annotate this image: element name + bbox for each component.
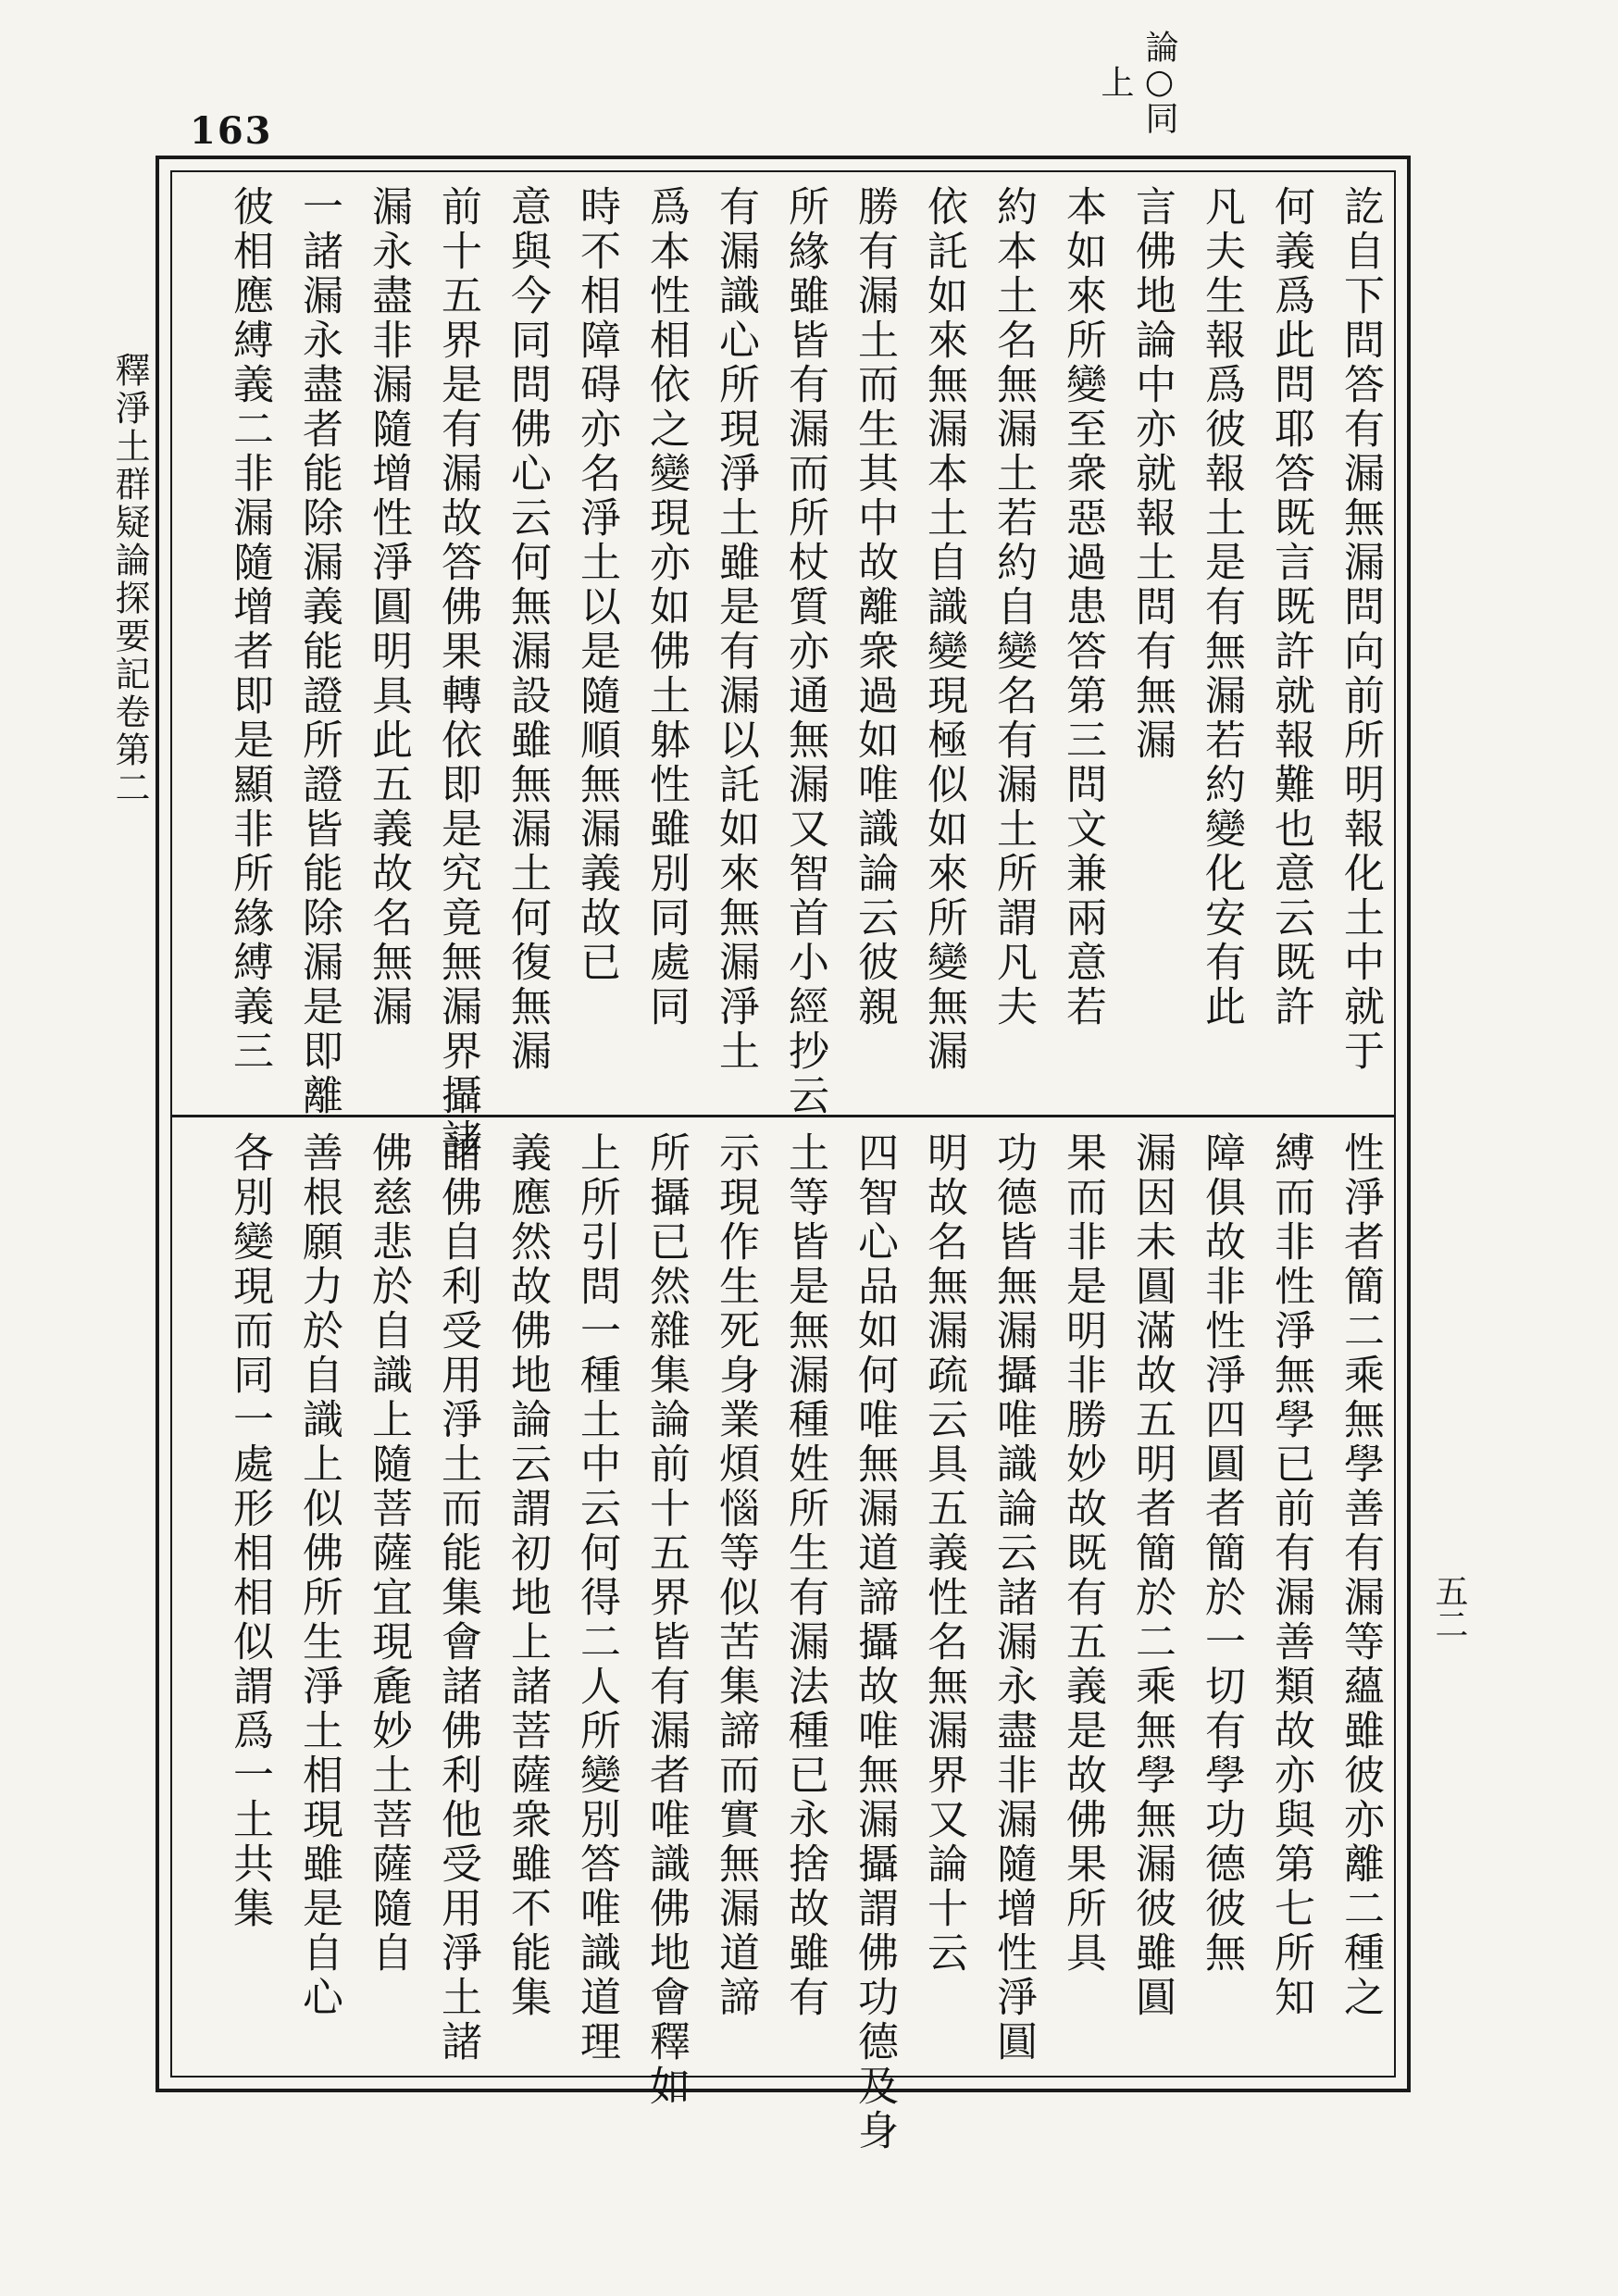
upper-column: 言佛地論中亦就報土問有無漏	[1128, 185, 1176, 763]
upper-column: 意與今同問佛心云何無漏設雖無漏土何復無漏	[504, 185, 551, 1074]
lower-column: 性淨者簡二乘無學善有漏等蘊雖彼亦離二種之	[1337, 1131, 1384, 2020]
lower-column: 四智心品如何唯無漏道諦攝故唯無漏攝謂佛功德及身	[851, 1131, 898, 2153]
upper-column: 爲本性相依之變現亦如佛土躰性雖別同處同	[642, 185, 690, 1029]
upper-column: 訖自下問答有漏無漏問向前所明報化土中就于	[1337, 185, 1384, 1074]
upper-column: 彼相應縛義二非漏隨增者即是顯非所緣縛義三	[226, 185, 273, 1074]
upper-column: 勝有漏土而生其中故離衆過如唯識論云彼親	[851, 185, 898, 1029]
upper-column: 有漏識心所現淨土雖是有漏以託如來無漏淨土	[712, 185, 759, 1074]
lower-column: 諸佛自利受用淨土而能集會諸佛利他受用淨土諸	[434, 1131, 481, 2065]
lower-column: 善根願力於自識上似佛所生淨土相現雖是自心	[295, 1131, 342, 2020]
lower-column: 功德皆無漏攝唯識論云諸漏永盡非漏隨增性淨圓	[989, 1131, 1037, 2065]
page-number: 163	[190, 109, 273, 153]
lower-column: 果而非是明非勝妙故既有五義是故佛果所具	[1059, 1131, 1106, 1976]
upper-column: 前十五界是有漏故答佛果轉依即是究竟無漏界攝諸	[434, 185, 481, 1163]
upper-column: 凡夫生報爲彼報土是有無漏若約變化安有此	[1198, 185, 1245, 1029]
upper-column: 所緣雖皆有漏而所杖質亦通無漏又智首小經抄云	[781, 185, 828, 1118]
lower-column: 示現作生死身業煩惱等似苦集諦而實無漏道諦	[712, 1131, 759, 2020]
headnote: 論○同上	[1096, 29, 1178, 134]
upper-column: 本如來所變至衆惡過患答第三問文兼兩意若	[1059, 185, 1106, 1029]
lower-column: 佛慈悲於自識上隨菩薩宜現麁妙土菩薩隨自	[365, 1131, 412, 1976]
folio-number: 五二	[1430, 1574, 1468, 1641]
lower-column: 上所引問一種土中云何得二人所變別答唯識道理	[573, 1131, 620, 2065]
lower-column: 明故名無漏疏云具五義性名無漏界又論十云	[920, 1131, 967, 1976]
lower-column: 義應然故佛地論云謂初地上諸菩薩衆雖不能集	[504, 1131, 551, 2020]
lower-column: 所攝已然雜集論前十五界皆有漏者唯識佛地會釋如	[642, 1131, 690, 2109]
upper-column: 漏永盡非漏隨增性淨圓明具此五義故名無漏	[365, 185, 412, 1029]
upper-column: 依託如來無漏本土自識變現極似如來所變無漏	[920, 185, 967, 1074]
upper-column: 一諸漏永盡者能除漏義能證所證皆能除漏是即離	[295, 185, 342, 1118]
upper-column: 時不相障碍亦名淨土以是隨順無漏義故已	[573, 185, 620, 985]
lower-column: 縛而非性淨無學已前有漏善類故亦與第七所知	[1267, 1131, 1314, 2020]
lower-column: 障俱故非性淨四圓者簡於一切有學功德彼無	[1198, 1131, 1245, 1976]
upper-column: 約本土名無漏土若約自變名有漏土所謂凡夫	[989, 185, 1037, 1029]
upper-column: 何義爲此問耶答既言既許就報難也意云既許	[1267, 185, 1314, 1029]
running-title: 釋淨土群疑論探要記卷第二	[109, 352, 150, 807]
lower-column: 土等皆是無漏種姓所生有漏法種已永捨故雖有	[781, 1131, 828, 2020]
lower-column: 漏因未圓滿故五明者簡於二乘無學無漏彼雖圓	[1128, 1131, 1176, 2020]
lower-column: 各別變現而同一處形相相似謂爲一土共集	[226, 1131, 273, 1931]
